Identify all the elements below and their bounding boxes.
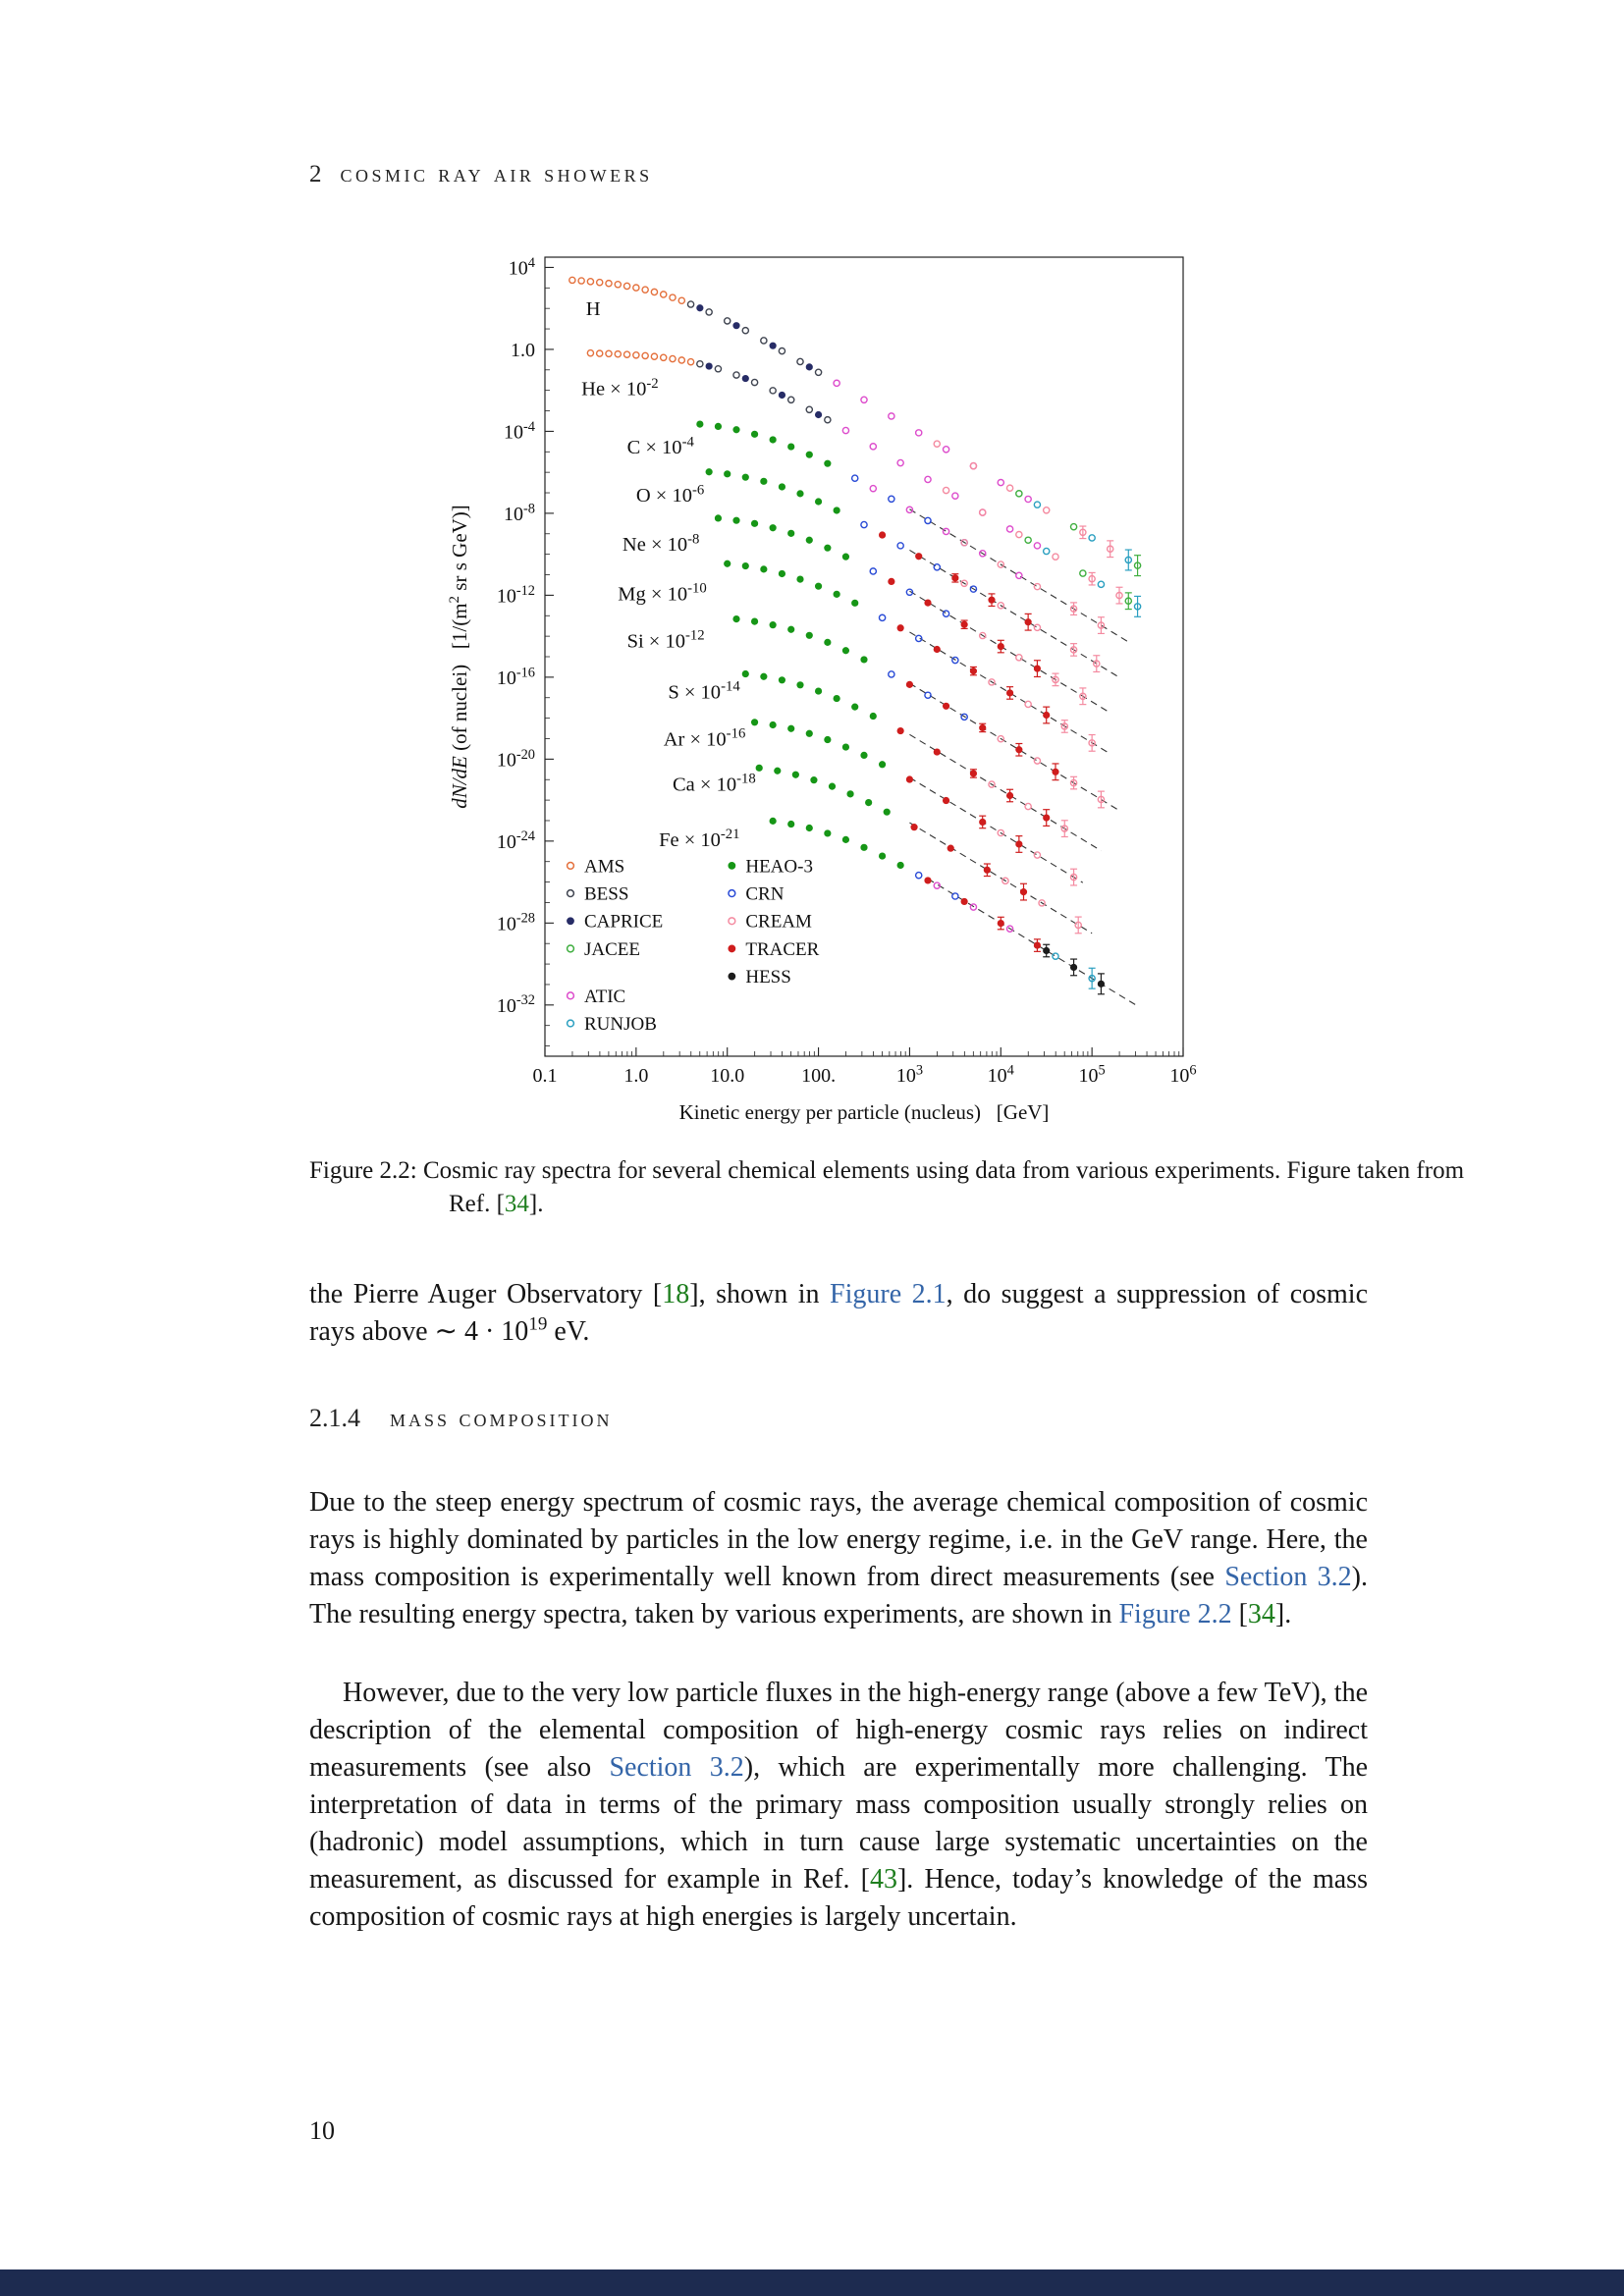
svg-text:Si × 10-12: $Si \times 10^{-12}$ [626,627,705,653]
text-segment: eV. [547,1316,590,1347]
svg-text:10-20: $10^{-20}$ [496,746,535,772]
svg-text:Fe × 10-21: $Fe \times 10^{-21}$ [659,826,740,851]
figure-2-2 [407,234,1232,1161]
svg-text:10-16: $10^{-16}$ [496,665,535,689]
chapter-number: 2 [309,161,323,187]
paragraph-mass-composition-1 [309,1484,1368,1633]
citation-link[interactable]: 34 [1247,1599,1275,1629]
figure-caption [309,1154,1509,1221]
svg-text:Ar × 10-16: $Ar \times 10^{-16}$ [663,725,746,751]
svg-text:104: $10^4$ [987,1062,1014,1087]
text-segment: [ [1231,1599,1248,1629]
svg-text:Mg × 10-10: $Mg \times 10^{-10}$ [618,580,707,606]
text-segment: , do suggest a suppression of cosmic rays above [309,1279,1368,1347]
svg-text:10-28: $10^{-28}$ [496,910,535,935]
svg-text:Ne × 10-8: $Ne \times 10^{-8}$ [622,531,700,557]
svg-text:1.0: 1.0 [623,1065,649,1087]
svg-text:O × 10-6: $O \times 10^{-6}$ [635,482,705,507]
svg-text:100.: 100. [801,1065,837,1087]
svg-text:HEAO-3: HEAO-3 [745,856,813,878]
svg-text:CRN: CRN [745,883,785,905]
page-number: 10 [309,2116,335,2145]
svg-text:CREAM: CREAM [745,911,812,933]
text-segment: ). The resulting energy spectra, taken by various experiments, are shown in [309,1562,1368,1629]
running-header [309,161,653,188]
chapter-title: cosmic ray air showers [340,161,653,187]
text-segment: Due to the steep energy spectrum of cosmic rays, the average chemical composition of cosmic rays is highly dominated by particles in the low energy regime, i.e. in the GeV range. Here, the mass composition is experimentally well known from direct measurements (see [309,1487,1368,1592]
bottom-accent-bar [0,2269,1624,2296]
text-segment: 19 [528,1313,548,1335]
svg-text:103: $10^3$ [895,1062,924,1087]
text-segment: However, due to the very low particle fluxes in the high-energy range (above a few TeV), the description of the elemental composition of high-energy cosmic rays relies on indirect measurements (see also [309,1678,1368,1783]
svg-text:10-8: $10^{-8}$ [504,501,535,525]
svg-text:He × 10-2: $He \times 10^{-2}$ [581,375,659,400]
svg-text:Kinetic energy per particle (n: Kinetic energy per particle (nucleus) [GeV] [678,1100,1050,1124]
text-segment: ∼ 4 · 10 [434,1316,529,1347]
cosmic-ray-spectra-chart [407,234,1232,1156]
paragraph-auger [309,1276,1368,1351]
svg-text:1.0: 1.0 [511,339,535,361]
svg-text:10.0: 10.0 [710,1065,745,1087]
svg-text:10-12: $10^{-12}$ [496,582,535,608]
svg-text:H: H [585,298,601,321]
citation-link[interactable]: 43 [869,1864,897,1895]
cross-reference-link[interactable]: Section 3.2 [1224,1562,1352,1592]
svg-text:Ca × 10-18: $Ca \times 10^{-18}$ [673,771,756,796]
svg-text:BESS: BESS [584,883,629,905]
svg-text:C × 10-4: $C \times 10^{-4}$ [626,434,694,459]
text-segment: ]. [1274,1599,1292,1629]
text-segment: ), which are experimentally more challenging. The interpretation of data in terms of the primary mass composition usually strongly relies on (hadronic) model assumptions, which in turn cause large systematic uncertainties on the measurement, as discussed for example in Ref. [ [309,1752,1368,1895]
svg-text:ATIC: ATIC [584,986,626,1007]
svg-text:AMS: AMS [584,856,625,878]
text-segment: ]. [528,1191,544,1217]
text-segment: Cosmic ray spectra for several chemical elements using data from various experiments. Figure taken from Ref. [ [422,1157,1465,1217]
svg-text:0.1: 0.1 [532,1065,558,1087]
text-segment: ], shown in [689,1279,831,1309]
text-segment: ]. Hence, today’s knowledge of the mass composition of cosmic rays at high energies is largely uncertain. [309,1864,1368,1932]
cross-reference-link[interactable]: Figure 2.2 [1118,1599,1232,1629]
cross-reference-link[interactable]: Section 3.2 [609,1752,744,1783]
svg-text:10-32: $10^{-32}$ [496,992,535,1017]
svg-text:HESS: HESS [745,967,791,988]
svg-text:TRACER: TRACER [745,938,820,960]
citation-link[interactable]: 34 [504,1191,529,1217]
section-heading [309,1404,613,1433]
section-title: mass composition [390,1404,613,1432]
text-segment: Figure 2.2: [309,1157,423,1184]
svg-text:S × 10-14: $S \times 10^{-14}$ [668,678,740,704]
text-segment: the Pierre Auger Observatory [ [309,1279,663,1309]
svg-text:106: $10^6$ [1169,1062,1197,1087]
svg-text:105: $10^5$ [1078,1062,1106,1087]
section-number: 2.1.4 [309,1404,360,1432]
svg-text:RUNJOB: RUNJOB [584,1014,657,1036]
cross-reference-link[interactable]: Figure 2.1 [830,1279,947,1309]
svg-text:104: $10^4$ [508,254,535,280]
paragraph-mass-composition-2 [309,1675,1368,1936]
citation-link[interactable]: 18 [662,1279,690,1309]
svg-text:JACEE: JACEE [584,938,640,960]
svg-text:CAPRICE: CAPRICE [584,911,664,933]
svg-text:10-4: $10^{-4}$ [504,418,535,444]
svg-text:dN/dE (of nuclei) [1/(m2 sr: dN/dE (of nuclei) [$1/(m^2$ sr s GeV)] [447,505,471,809]
svg-text:10-24: $10^{-24}$ [496,828,535,853]
